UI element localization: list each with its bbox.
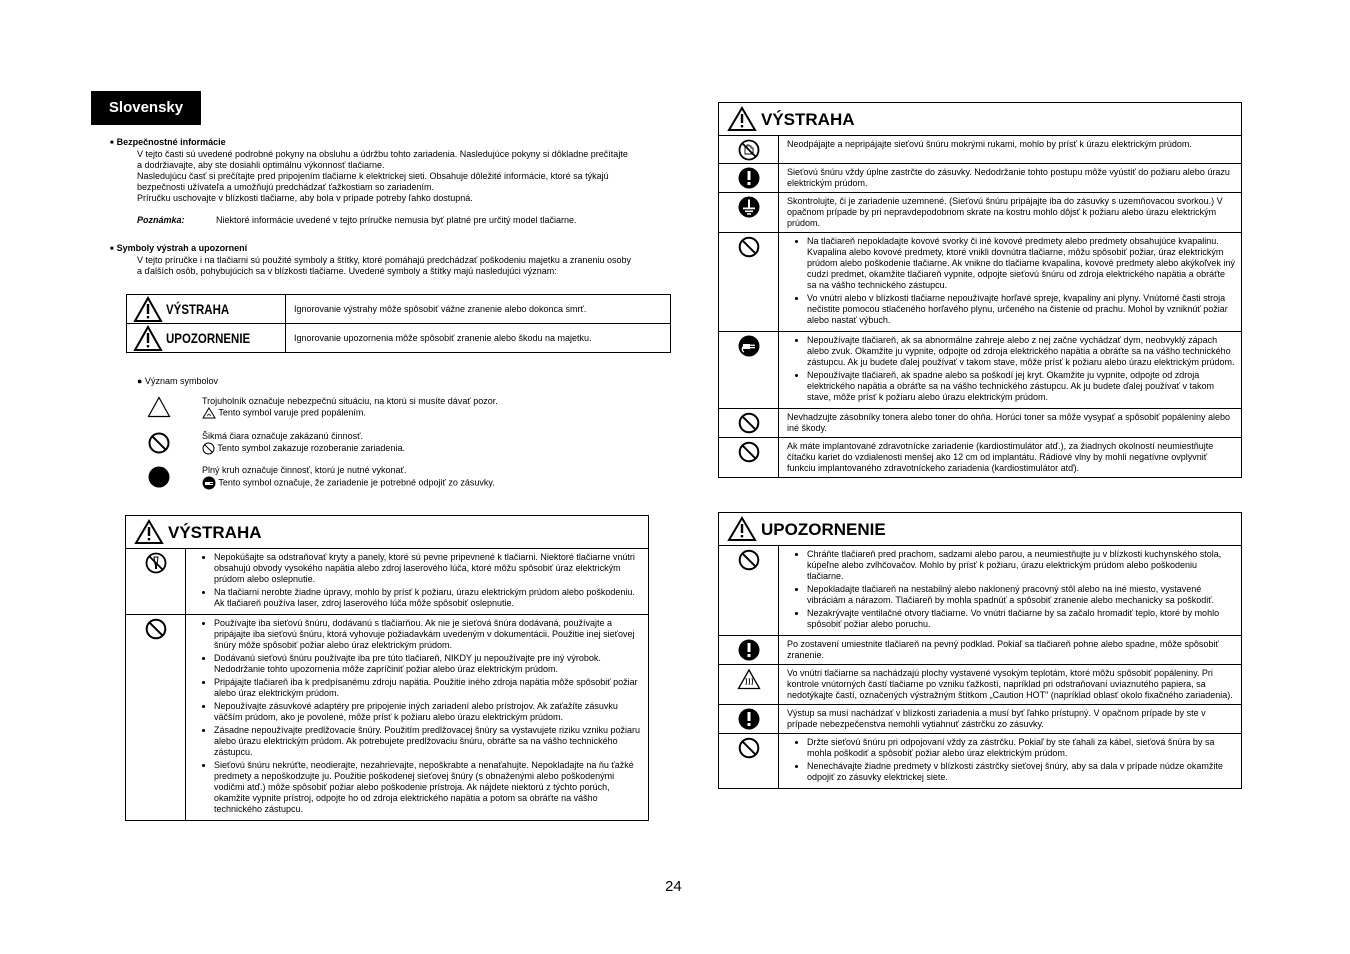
list-item: • Nepoužívajte tlačiareň, ak sa abnormálne zahreje alebo z nej začne vychádzať dym, neobvyklý zápach alebo zvuk. Okamžite ju vypnite, odpojte od zdroja elektrického napätia a obráťte sa na vášho technického zástupcu. Ak ju budete ďalej používať v takom stave, môže prísť k požiaru alebo úrazu elektrickým prúdom.: [807, 335, 1235, 368]
meaning-heading: ● Význam symbolov: [137, 376, 218, 386]
warning-triangle-icon: [133, 325, 163, 352]
meaning-item: Šikmá čiara označuje zakázanú činnosť. Tento symbol zakazuje rozoberanie zariadenia.: [202, 431, 405, 455]
safety-line: V tejto časti sú uvedené podrobné pokyny na obsluhu a údržbu tohto zariadenia. Nasledujúce pokyny si dôkladne prečítajte: [137, 149, 628, 159]
symbols-line: a ďalších osôb, pohybujúcich sa v blízkosti tlačiarne. Uvedené symboly a štítky majú nasledujúci význam:: [137, 266, 557, 276]
legend-table: [126, 294, 671, 353]
unplug-icon: [202, 476, 216, 490]
prohibition-icon: [147, 431, 171, 455]
prohibition-icon: [738, 549, 760, 571]
legend-label-caution: UPOZORNENIE: [165, 330, 250, 346]
list-item: • Pripájajte tlačiareň iba k predpísanému zdroju napätia. Použitie iného zdroja napätia môže spôsobiť požiar alebo úraz elektrickým prúdom.: [214, 677, 642, 699]
unplug-icon: [738, 335, 760, 357]
list-item: • Nepoužívajte zásuvkové adaptéry pre pripojenie iných zariadení alebo prístrojov. Ak zaťažíte zásuvku väčším prúdom, ako je povolené, môže prísť k požiaru alebo úrazu elektrickým prúdom.: [214, 701, 642, 723]
page-number: 24: [665, 878, 682, 895]
caution-row: [719, 636, 1242, 665]
safety-line: bezpečnosti užívateľa a umožňujú predchádzať ťažkostiam so zariadením.: [137, 182, 435, 192]
warning-table-right: [718, 102, 1242, 478]
list-item: • Držte sieťovú šnúru pri odpojovaní vždy za zástrčku. Pokiaľ by ste ťahali za kábel, sieťová šnúra by sa mohla poškodiť a spôsobiť požiar alebo úraz elektrickým prúdom.: [807, 737, 1235, 759]
meaning-item: Trojuholník označuje nebezpečnú situáciu, na ktorú si musíte dávať pozor. Tento symbol varuje pred popálením.: [202, 396, 498, 418]
warning-text: Ak máte implantované zdravotnícke zariadenie (kardiostimulátor atď.), za žiadnych okolností neumiestňujte čítačku kariet do vzdialenosti menšej ako 12 cm od implantátu. Rádiové vlny by mohli negatívne ovplyvniť funkciu implantovaného zdravotníckeho zariadenia (kardiostimulátor atď).: [779, 438, 1242, 478]
warning-row: [126, 549, 649, 615]
mandatory-icon: [738, 708, 760, 730]
symbols-heading: ■ Symboly výstrah a upozornení: [110, 243, 690, 255]
warning-triangle-icon: [134, 519, 164, 545]
caution-row: [719, 705, 1242, 734]
legend-row-caution: [127, 324, 671, 353]
list-item: • Nenechávajte žiadne predmety v blízkosti zástrčky sieťovej šnúry, aby sa dala v prípade núdze okamžite odpojiť zo zásuvky elektrickej siete.: [807, 761, 1235, 783]
warning-header: [719, 103, 1242, 136]
warning-row: [719, 332, 1242, 409]
prohibition-icon: [738, 236, 760, 258]
warning-title: VÝSTRAHA: [761, 109, 855, 129]
list-item: • Používajte iba sieťovú šnúru, dodávanú s tlačiarňou. Ak nie je sieťová šnúra dodávaná, používajte a pripájajte iba sieťovú šnúru, ktorá vyhovuje požiadavkám uvedeným v dokumentácii. Použitie inej sieťovej šnúry môže spôsobiť požiar alebo úraz elektrickým prúdom.: [214, 618, 642, 651]
warning-text: Skontrolujte, či je zariadenie uzemnené. (Sieťovú šnúru pripájajte iba do zásuvky s uzemňovacou svorkou.) V opačnom prípade by pri nepravdepodobnom skrate na kostru mohlo dôjsť k požiaru alebo úrazu elektrickým prúdom.: [779, 193, 1242, 233]
warning-row: [719, 193, 1242, 233]
list-item: • Nezakrývajte ventilačné otvory tlačiarne. Vo vnútri tlačiarne by sa začalo hromadiť teplo, ktoré by mohlo spôsobiť požiar alebo poruchu.: [807, 608, 1235, 630]
warning-title: VÝSTRAHA: [168, 522, 262, 542]
safety-line: a dodržiavajte, aby ste dosiahli optimálnu výkonnosť tlačiarne.: [137, 160, 385, 170]
list-item: • Chráňte tlačiareň pred prachom, sadzami alebo parou, a neumiestňujte ju v blízkosti kuchynského stola, kúpeľne alebo zvlhčovačov. Mohlo by prísť k požiaru, úrazu elektrickým prúdom alebo poškodeniu tlačiarne.: [807, 549, 1235, 582]
triangle-icon: [147, 396, 171, 418]
caution-table-right: [718, 512, 1242, 789]
warning-row: [126, 615, 649, 821]
prohibition-icon: [738, 412, 760, 434]
list-item: • Zásadne nepoužívajte predlžovacie šnúry. Použitím predlžovacej šnúry sa vystavujete riziku vzniku požiaru alebo úrazu elektrickým prúdom. Ak potrebujete predlžovaciu šnúru, obráťte sa na vášho technického zástupcu.: [214, 725, 642, 758]
warning-text: Nevhadzujte zásobníky tonera alebo toner do ohňa. Horúci toner sa môže vysypať a spôsobiť popáleniny alebo iné škody.: [779, 409, 1242, 438]
no-disassembly-icon: [145, 552, 167, 574]
caution-row: [719, 665, 1242, 705]
legend-text-warning: Ignorovanie výstrahy môže spôsobiť vážne zranenie alebo dokonca smrť.: [286, 295, 671, 324]
safety-text: [110, 149, 685, 226]
list-item: • Vo vnútri alebo v blízkosti tlačiarne nepoužívajte horľavé spreje, kvapaliny ani plyny. Vnútorné časti stroja nečistite pomocou stlačeného horľavého plynu, určeného na čistenie od prachu. Mohol by vzniknúť požiar alebo nastať výbuch.: [807, 293, 1235, 326]
ground-icon: [738, 196, 760, 218]
safety-line: Príručku uschovajte v blízkosti tlačiarne, aby bola v prípade potreby ľahko dostupná.: [137, 193, 473, 203]
legend-row-warning: [127, 295, 671, 324]
mandatory-icon: [738, 167, 760, 189]
warning-row: [719, 136, 1242, 164]
caution-header: [719, 513, 1242, 546]
note-text: Niektoré informácie uvedené v tejto príručke nemusia byť platné pre určitý model tlačiarne.: [216, 215, 577, 225]
symbols-line: V tejto príručke i na tlačiarni sú použité symboly a štítky, ktoré pomáhajú predchádzať poškodeniu majetku a zraneniu osoby: [137, 255, 631, 265]
warning-text: Neodpájajte a nepripájajte sieťovú šnúru mokrými rukami, mohlo by prísť k úrazu elektrickým prúdom.: [779, 136, 1242, 164]
legend-text-caution: Ignorovanie upozornenia môže spôsobiť zranenie alebo škodu na majetku.: [286, 324, 671, 353]
burn-warning-icon: [202, 407, 216, 419]
filled-circle-icon: [148, 466, 170, 488]
warning-text: Sieťovú šnúru vždy úplne zastrčte do zásuvky. Nedodržanie tohto postupu môže vyústiť do požiaru alebo úrazu elektrickým prúdom.: [779, 164, 1242, 193]
legend-label-warning: VÝSTRAHA: [165, 301, 229, 317]
warning-row: [719, 233, 1242, 332]
warning-row: [719, 164, 1242, 193]
caution-text: Po zostavení umiestnite tlačiareň na pevný podklad. Pokiaľ sa tlačiareň pohne alebo spadne, môže spôsobiť zranenie.: [779, 636, 1242, 665]
caution-title: UPOZORNENIE: [761, 519, 886, 539]
warning-header: [126, 516, 649, 549]
warning-row: [719, 409, 1242, 438]
list-item: • Dodávanú sieťovú šnúru používajte iba pre túto tlačiareň, NIKDY ju nepoužívajte pre iný výrobok. Nedodržanie tohto upozornenia môže zapríčiniť požiar alebo úraz elektrickým prúdom.: [214, 653, 642, 675]
list-item: • Nepokúšajte sa odstraňovať kryty a panely, ktoré sú pevne pripevnené k tlačiarni. Niektoré tlačiarne vnútri obsahujú obvody vysokého napätia alebo zdroj laserového lúča, ktoré môžu spôsobiť úraz elektrickým prúdom alebo oslepnutie.: [214, 552, 642, 585]
safety-heading: ■ Bezpečnostné informácie: [110, 137, 685, 149]
warning-triangle-icon: [133, 296, 163, 323]
prohibition-icon: [145, 618, 167, 640]
warning-triangle-icon: [727, 106, 757, 132]
caution-text: Vo vnútri tlačiarne sa nachádzajú plochy vystavené vysokým teplotám, ktoré môžu spôsobiť popáleniny. Pri kontrole vnútorných častí tlačiarne po vzniku ťažkostí, napríklad pri odstraňovaní uviaznutého papiera, sa nedotýkajte častí, označených výstražným štítkom „Caution HOT" (napríklad oblasť okolo fixačného zariadenia).: [779, 665, 1242, 705]
mandatory-icon: [738, 639, 760, 661]
caution-row: [719, 734, 1242, 789]
caution-row: [719, 546, 1242, 636]
safety-line: Nasledujúcu časť si prečítajte pred pripojením tlačiarne k elektrickej sieti. Obsahuje dôležité informácie, ktoré sa týkajú: [137, 171, 609, 181]
meaning-item: Plný kruh označuje činnosť, ktorú je nutné vykonať. Tento symbol označuje, že zariadenie je potrebné odpojiť zo zásuvky.: [202, 465, 495, 490]
no-disassembly-icon: [202, 442, 215, 455]
list-item: • Na tlačiarni nerobte žiadne úpravy, mohlo by prísť k požiaru, úrazu elektrickým prúdom alebo poškodeniu. Ak tlačiareň používa laser, zdroj laserového lúča môže spôsobiť oslepnutie.: [214, 587, 642, 609]
list-item: • Nepoužívajte tlačiareň, ak spadne alebo sa poškodí jej kryt. Okamžite ju vypnite, odpojte od zdroja elektrického napätia a obráťte sa na vášho technického zástupcu. Ak ju budete ďalej používať v takom stave, môže prísť k požiaru alebo úrazu elektrickým prúdom.: [807, 370, 1235, 403]
list-item: • Nepokladajte tlačiareň na nestabilný alebo naklonený pracovný stôl alebo na iné miesto, vystavené vibráciám a nárazom. Tlačiareň by mohla spadnúť a spôsobiť zranenie alebo mechanicky sa poškodiť.: [807, 584, 1235, 606]
warning-triangle-icon: [727, 516, 757, 542]
list-item: • Sieťovú šnúru nekrúťte, neodierajte, nezahrievajte, nepoškrabte a nenaťahujte. Nepokladajte na ňu ťažké predmety a nepoškodzujte ju. Použitie poškodenej sieťovej šnúry (s obnaženými alebo poškodenými vodičmi atď.) môže spôsobiť požiar alebo poškodenie prístroja. Ak nájdete niektorú z týchto porúch, okamžite vypnite prístroj, odpojte ho od zdroja elektrického napätia a potom sa obráťte na vášho technického zástupcu.: [214, 760, 642, 815]
list-item: • Na tlačiareň nepokladajte kovové svorky či iné kovové predmety alebo predmety obsahujúce kvapalinu. Kvapalina alebo kovové predmety, ktoré vnikli dovnútra tlačiarne, môžu spôsobiť požiar, úraz elektrickým prúdom alebo poškodenie tlačiarne. Ak vnikne do tlačiarne kvapalina, kovové predmety alebo akýkoľvek iný cudzí predmet, okamžite tlačiareň vypnite, odpojte sieťovú šnúru od zdroja elektrického napätia a obráťte sa na vášho technického zástupcu.: [807, 236, 1235, 291]
safety-section: [110, 137, 685, 226]
caution-text: Výstup sa musí nachádzať v blízkosti zariadenia a musí byť ľahko prístupný. V opačnom prípade by ste v prípade nebezpečenstva nemohli vytiahnuť zástrčku zo zásuvky.: [779, 705, 1242, 734]
note-label: Poznámka:: [137, 215, 185, 225]
language-label: Slovensky: [91, 91, 201, 125]
warning-row: [719, 438, 1242, 478]
prohibition-icon: [738, 441, 760, 463]
symbols-section: [110, 243, 690, 277]
note: [137, 215, 685, 226]
prohibition-icon: [738, 737, 760, 759]
hot-surface-icon: [737, 668, 761, 690]
warning-table-left: [125, 515, 649, 821]
no-wet-hands-icon: [738, 139, 760, 161]
